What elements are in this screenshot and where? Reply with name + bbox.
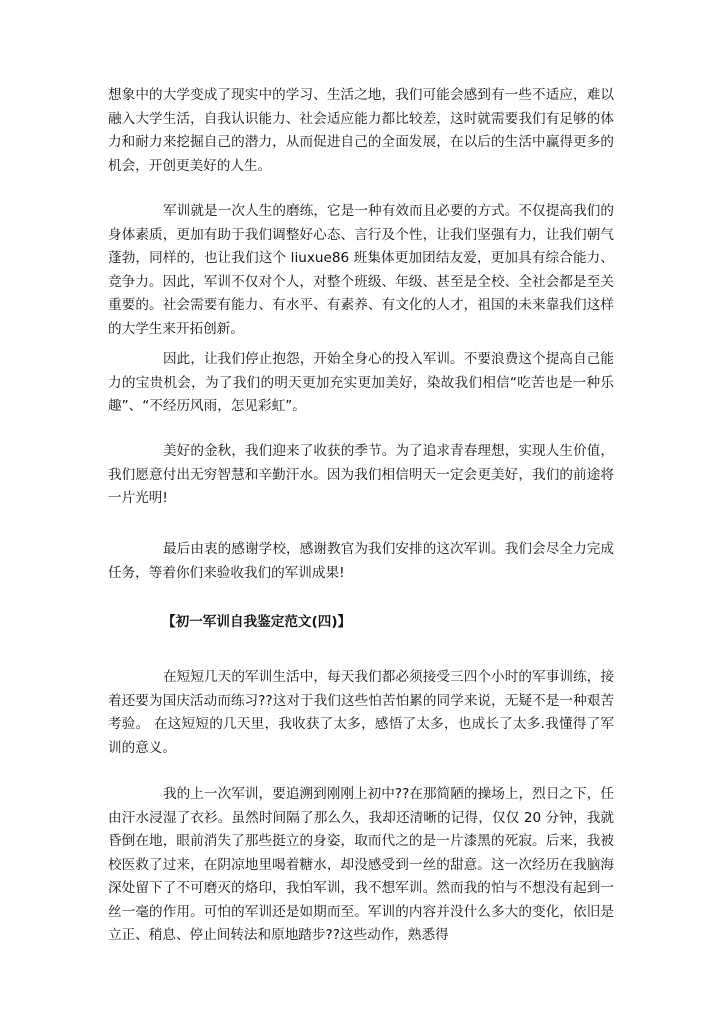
paragraph-1: 想象中的大学变成了现实中的学习、生活之地，我们可能会感到有一些不适应，难以融入大学生活，自我认识能力、社会适应能力都比较差，这时就需要我们有足够的体力和耐力来挖掘自己的潜力，从而促进自己的全面发展，在以后的生活中赢得更多的机会，开创更美好的人生。 — [108, 87, 614, 174]
paragraph-2: 军训就是一次人生的磨练，它是一种有效而且必要的方式。不仅提高我们的身体素质，更加有助于我们调整好心态、言行及个性，让我们坚强有力，让我们朝气蓬勃，同样的，也让我们这个 liuxue86 班集体更加团结友爱，更加具有综合能力、竞争力。因此，军训不仅对个人，对整个班级、年级、甚至是全校、全社会都是至关重要的。社会需要有能力、有水平、有素养、有文化的人才，祖国的未来靠我们这样的大学生来开拓创新。 — [108, 203, 614, 337]
paragraph-4: 美好的金秋，我们迎来了收获的季节。为了追求青春理想，实现人生价值，我们愿意付出无穷智慧和辛勤汗水。因为我们相信明天一定会更美好，我们的前途将一片光明! — [108, 443, 614, 506]
section-heading: 【初一军训自我鉴定范文(四)】 — [162, 614, 352, 630]
paragraph-6: 在短短几天的军训生活中，每天我们都必须接受三四个小时的军事训练，接着还要为国庆活动而练习??这对于我们这些怕苦怕累的同学来说，无疑不是一种艰苦考验。 在这短短的几天里，我收获了太多，感悟了太多，也成长了太多.我懂得了军训的意义。 — [108, 669, 614, 756]
paragraph-7: 我的上一次军训，要追溯到刚刚上初中??在那简陋的操场上，烈日之下，任由汗水浸湿了衣衫。虽然时间隔了那么久，我却还清晰的记得，仅仅 20 分钟，我就昏倒在地，眼前消失了那些挺立的身姿，取而代之的是一片漆黑的死寂。后来，我被校医救了过来，在阴凉地里喝着糖水，却没感受到一丝的甜意。这一次经历在我脑海深处留下了不可磨灭的烙印，我怕军训，我不想军训。然而我的怕与不想没有起到一丝一毫的作用。可怕的军训还是如期而至。军训的内容并没什么多大的变化，依旧是立正、稍息、停止间转法和原地踏步??这些动作，熟悉得 — [108, 786, 614, 943]
paragraph-5: 最后由衷的感谢学校，感谢教官为我们安排的这次军训。我们会尽全力完成任务，等着你们来验收我们的军训成果! — [108, 541, 614, 581]
paragraph-3: 因此，让我们停止抱怨，开始全身心的投入军训。不要浪费这个提高自己能力的宝贵机会，为了我们的明天更加充实更加美好，染故我们相信“吃苦也是一种乐趣”、“不经历风雨，怎见彩虹”。 — [108, 351, 614, 414]
